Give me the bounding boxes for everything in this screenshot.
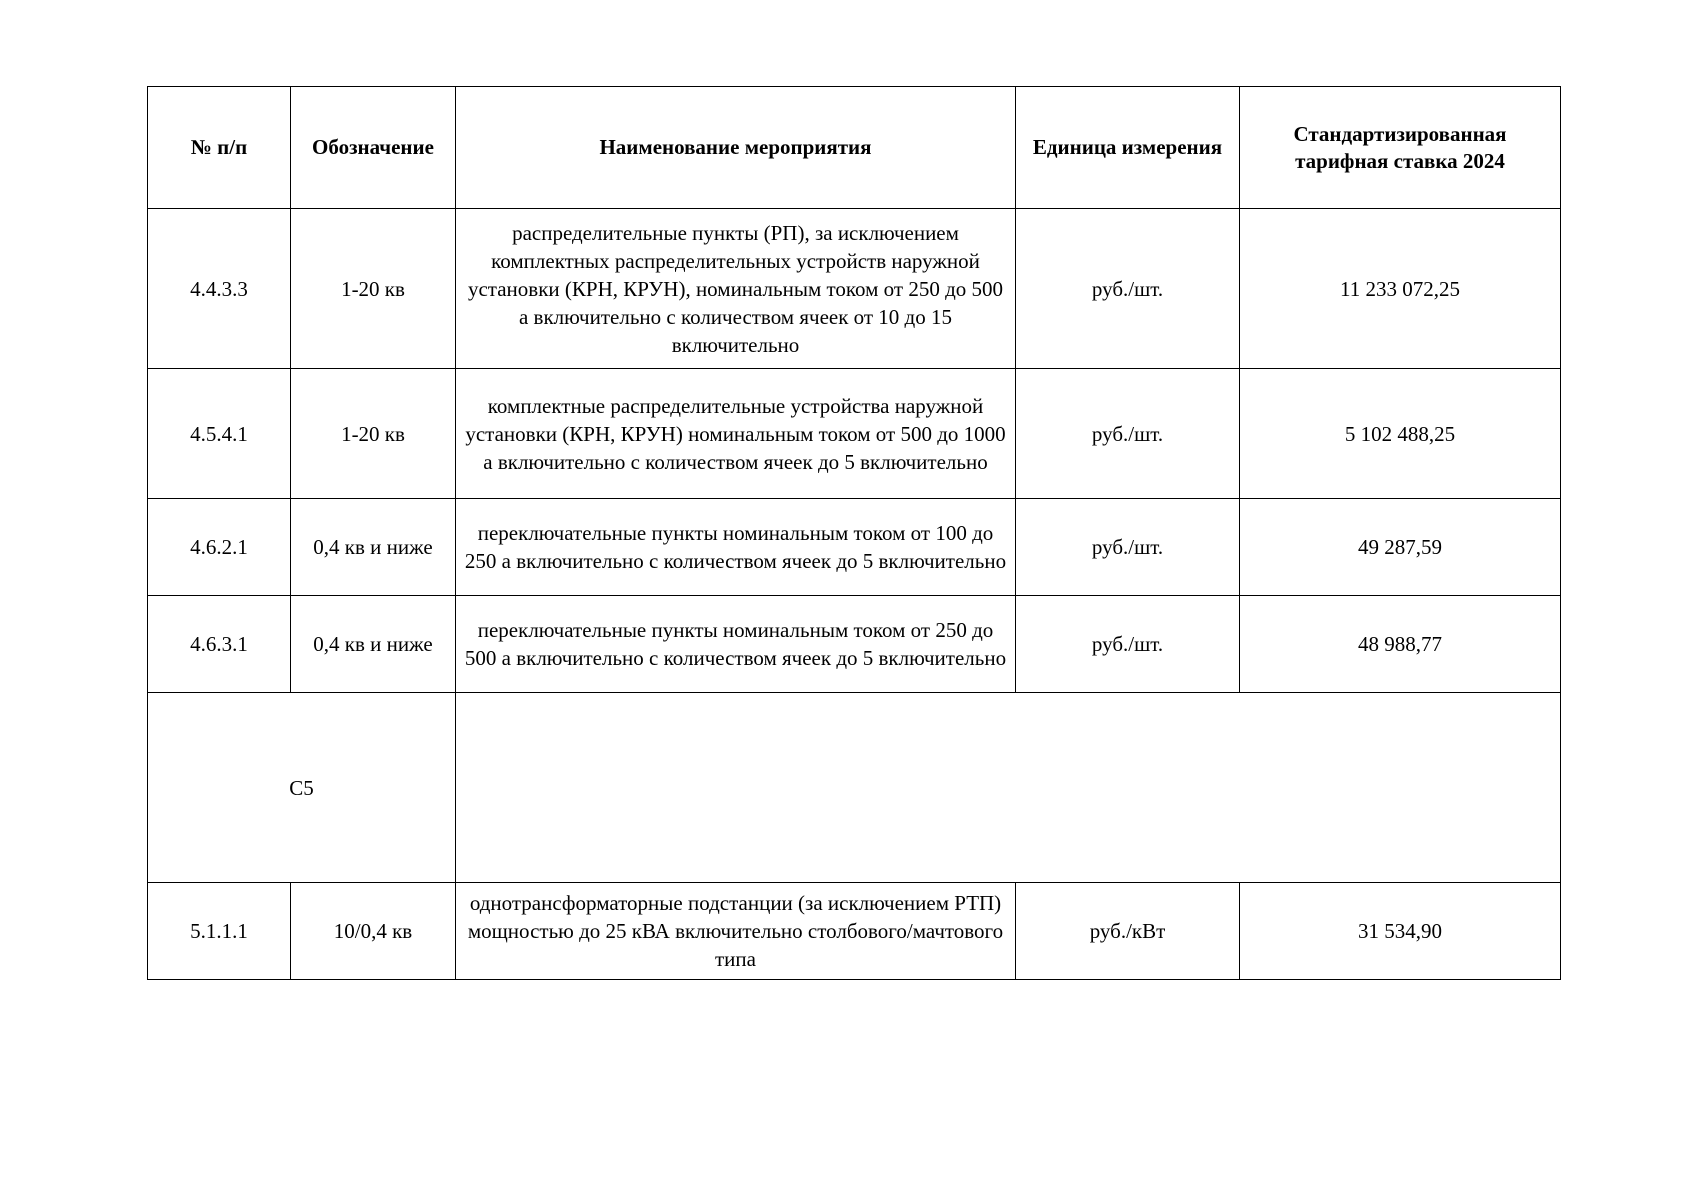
- cell-name: распределительные пункты (РП), за исключением комплектных распределительных устройств наружной установки (КРН, КРУН), номинальным током от 250 до 500 а включительно с количеством ячеек от 10 до 15 включительно: [456, 209, 1016, 369]
- cell-unit: руб./кВт: [1016, 883, 1240, 980]
- cell-number: 4.5.4.1: [148, 369, 291, 499]
- table-header: [148, 87, 1561, 209]
- cell-rate: 31 534,90: [1240, 883, 1561, 980]
- table-row: [148, 499, 1561, 596]
- table-row: [148, 883, 1561, 980]
- header-designation: Обозначение: [291, 87, 456, 209]
- cell-number: 4.6.2.1: [148, 499, 291, 596]
- header-name: Наименование мероприятия: [456, 87, 1016, 209]
- cell-designation: 1-20 кв: [291, 209, 456, 369]
- cell-unit: руб./шт.: [1016, 596, 1240, 693]
- section-content: [456, 693, 1561, 883]
- table-body: [148, 209, 1561, 980]
- header-rate: Стандартизированная тарифная ставка 2024: [1240, 87, 1561, 209]
- cell-rate: 5 102 488,25: [1240, 369, 1561, 499]
- cell-unit: руб./шт.: [1016, 499, 1240, 596]
- cell-unit: руб./шт.: [1016, 369, 1240, 499]
- section-label: С5: [148, 693, 456, 883]
- header-row: [148, 87, 1561, 209]
- table-row: [148, 369, 1561, 499]
- cell-designation: 0,4 кв и ниже: [291, 596, 456, 693]
- cell-designation: 0,4 кв и ниже: [291, 499, 456, 596]
- header-unit: Единица измерения: [1016, 87, 1240, 209]
- cell-number: 5.1.1.1: [148, 883, 291, 980]
- cell-name: переключательные пункты номинальным током от 100 до 250 а включительно с количеством ячеек до 5 включительно: [456, 499, 1016, 596]
- cell-name: переключательные пункты номинальным током от 250 до 500 а включительно с количеством ячеек до 5 включительно: [456, 596, 1016, 693]
- header-number: № п/п: [148, 87, 291, 209]
- cell-rate: 48 988,77: [1240, 596, 1561, 693]
- cell-number: 4.6.3.1: [148, 596, 291, 693]
- cell-designation: 10/0,4 кв: [291, 883, 456, 980]
- cell-number: 4.4.3.3: [148, 209, 291, 369]
- table-row: [148, 596, 1561, 693]
- cell-rate: 11 233 072,25: [1240, 209, 1561, 369]
- cell-name: однотрансформаторные подстанции (за исключением РТП) мощностью до 25 кВА включительно столбового/мачтового типа: [456, 883, 1016, 980]
- cell-rate: 49 287,59: [1240, 499, 1561, 596]
- tariff-table: [147, 86, 1561, 980]
- cell-unit: руб./шт.: [1016, 209, 1240, 369]
- cell-designation: 1-20 кв: [291, 369, 456, 499]
- cell-name: комплектные распределительные устройства наружной установки (КРН, КРУН) номинальным током от 500 до 1000 а включительно с количеством ячеек до 5 включительно: [456, 369, 1016, 499]
- section-row: [148, 693, 1561, 883]
- table-row: [148, 209, 1561, 369]
